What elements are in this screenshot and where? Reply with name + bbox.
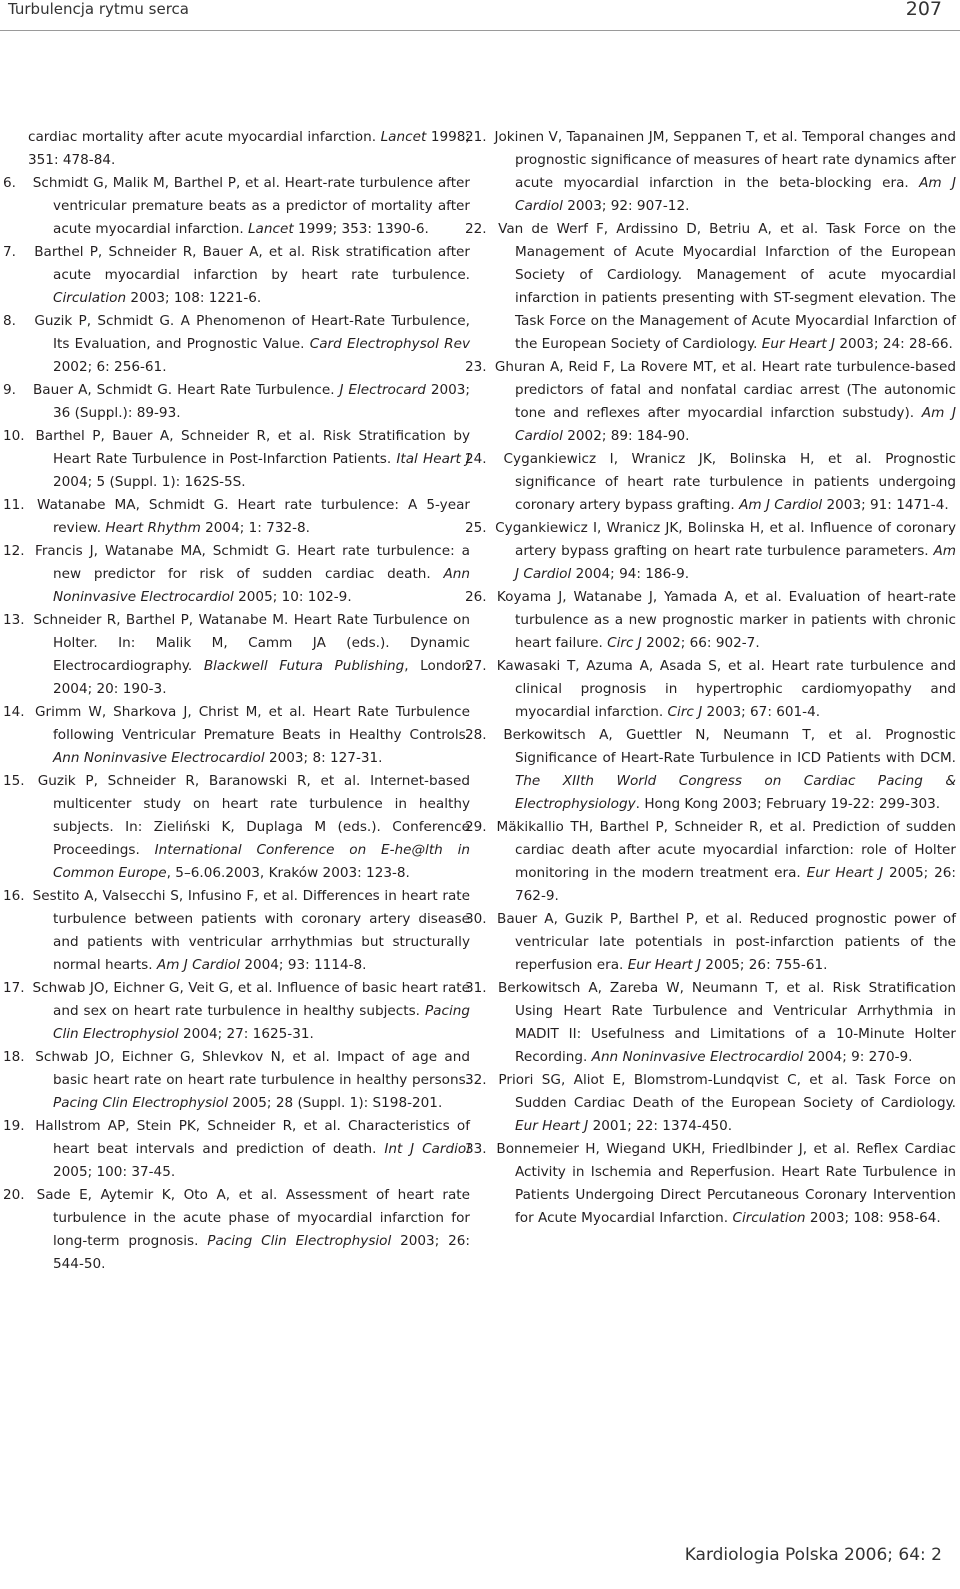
reference-item: 10. Barthel P, Bauer A, Schneider R, et al. Risk Stratification by Heart Rate Turbulence in Post-Infarction Patients. Ital Heart J 2004; 5 (Suppl. 1): 162S-5S.: [3, 428, 470, 490]
reference-citation: 2004; 9: 270-9.: [803, 1049, 913, 1065]
reference-journal: Lancet: [380, 129, 427, 145]
reference-item: 16. Sestito A, Valsecchi S, Infusino F, et al. Differences in heart rate turbulence between patients with coronary artery disease and patients with ventricular arrhythmias but structurally normal hearts. Am J Cardiol 2004; 93: 1114-8.: [3, 888, 470, 973]
reference-item: 25. Cygankiewicz I, Wranicz JK, Bolinska H, et al. Influence of coronary artery bypass grafting on heart rate turbulence parameters. Am J Cardiol 2004; 94: 186-9.: [465, 520, 956, 582]
reference-text: Schmidt G, Malik M, Barthel P, et al. Heart-rate turbulence after ventricular premature beats as a predictor of mortality after acute myocardial infarction.: [32, 175, 470, 237]
reference-text: Watanabe MA, Schmidt G. Heart rate turbulence: A 5-year review.: [37, 497, 470, 536]
reference-citation: 2004; 1: 732-8.: [200, 520, 311, 536]
reference-item: 26. Koyama J, Watanabe J, Yamada A, et al. Evaluation of heart-rate turbulence as a new prognostic marker in patients with chronic heart failure. Circ J 2002; 66: 902-7.: [465, 589, 956, 651]
reference-item: 8. Guzik P, Schmidt G. A Phenomenon of Heart-Rate Turbulence, Its Evaluation, and Prognostic Value. Card Electrophysol Rev 2002; 6: 256-61.: [3, 313, 470, 375]
reference-item: 11. Watanabe MA, Schmidt G. Heart rate turbulence: A 5-year review. Heart Rhythm 2004; 1: 732-8.: [3, 497, 470, 536]
reference-item: 13. Schneider R, Barthel P, Watanabe M. Heart Rate Turbulence on Holter. In: Malik M, Camm JA (eds.). Dynamic Electrocardiography. Blackwell Futura Publishing, London 2004; 20: 190-3.: [3, 612, 470, 697]
reference-text: Berkowitsch A, Guettler N, Neumann T, et al. Prognostic Significance of Heart-Rate Turbulence in ICD Patients with DCM.: [503, 727, 956, 766]
reference-item: 29. Mäkikallio TH, Barthel P, Schneider R, et al. Prediction of sudden cardiac death after acute myocardial infarction: role of Holter monitoring in the modern treatment era. Eur Heart J 2005; 26: 762-9.: [465, 819, 956, 904]
reference-column-right: [465, 126, 957, 1230]
reference-text: Grimm W, Sharkova J, Christ M, et al. Heart Rate Turbulence following Ventricular Premature Beats in Healthy Controls.: [35, 704, 470, 743]
reference-text: Van de Werf F, Ardissino D, Betriu A, et al. Task Force on the Management of Acute Myocardial Infarction of the European Society of Cardiology. Management of acute myocardial infarction in patients presenting with ST-segment elevation. The Task Force on the Management of Acute Myocardial Infarction of the European Society of Cardiology.: [498, 221, 956, 352]
reference-journal: Blackwell Futura Publishing: [203, 658, 405, 674]
reference-item: 23. Ghuran A, Reid F, La Rovere MT, et al. Heart rate turbulence-based predictors of fatal and nonfatal cardiac arrest (The autonomic tone and reflexes after myocardial infarction substudy). Am J Cardiol 2002; 89: 184-90.: [465, 359, 957, 444]
reference-text: Ghuran A, Reid F, La Rovere MT, et al. Heart rate turbulence-based predictors of fatal and nonfatal cardiac arrest (The autonomic tone and reflexes after myocardial infarction substudy).: [494, 359, 957, 421]
reference-citation: 2003; 108: 958-64.: [805, 1210, 941, 1226]
reference-journal: Pacing Clin Electrophysiol: [53, 1095, 229, 1111]
reference-journal: Am J Cardiol: [515, 175, 956, 214]
reference-text: Kawasaki T, Azuma A, Asada S, et al. Heart rate turbulence and clinical prognosis in hypertrophic cardiomyopathy and myocardial infarction.: [496, 658, 956, 720]
reference-text: Barthel P, Schneider R, Bauer A, et al. Risk stratification after acute myocardial infarction by heart rate turbulence.: [34, 244, 470, 283]
reference-citation: 2003; 67: 601-4.: [702, 704, 821, 720]
reference-item: 30. Bauer A, Guzik P, Barthel P, et al. Reduced prognostic power of ventricular late potentials in post-infarction patients of the reperfusion era. Eur Heart J 2005; 26: 755-61.: [465, 911, 956, 973]
reference-journal: Am J Cardiol: [515, 405, 956, 444]
reference-citation: 2003; 92: 907-12.: [562, 198, 690, 214]
reference-item: 19. Hallstrom AP, Stein PK, Schneider R, et al. Characteristics of heart beat intervals and prediction of death. Int J Cardiol 2005; 100: 37-45.: [3, 1118, 470, 1180]
reference-item: [28, 126, 470, 172]
journal-footer: Kardiologia Polska 2006; 64: 2: [684, 1545, 942, 1565]
reference-text: Mäkikallio TH, Barthel P, Schneider R, et al. Prediction of sudden cardiac death after acute myocardial infarction: role of Holter monitoring in the modern treatment era.: [496, 819, 956, 881]
reference-text: Hallstrom AP, Stein PK, Schneider R, et al. Characteristics of heart beat intervals and prediction of death.: [35, 1118, 470, 1157]
reference-citation: 2003; 24: 28-66.: [835, 336, 953, 352]
reference-citation: 2004; 94: 186-9.: [571, 566, 690, 582]
reference-text: Priori SG, Aliot E, Blomstrom-Lundqvist C, et al. Task Force on Sudden Cardiac Death of the European Society of Cardiology.: [498, 1072, 956, 1111]
reference-citation: 2003; 8: 127-31.: [264, 750, 383, 766]
reference-journal: Ann Noninvasive Electrocardiol: [53, 750, 265, 766]
reference-citation: 2001; 22: 1374-450.: [588, 1118, 733, 1134]
reference-text: Sade E, Aytemir K, Oto A, et al. Assessment of heart rate turbulence in the acute phase of myocardial infarction for long-term prognosis.: [36, 1187, 470, 1249]
reference-item: 22. Van de Werf F, Ardissino D, Betriu A, et al. Task Force on the Management of Acute Myocardial Infarction of the European Society of Cardiology. Management of acute myocardial infarction in patients presenting with ST-segment elevation. The Task Force on the Management of Acute Myocardial Infarction of the European Society of Cardiology. Eur Heart J 2003; 24: 28-66.: [465, 221, 956, 352]
reference-journal: Eur Heart J: [761, 336, 836, 352]
reference-item: 31. Berkowitsch A, Zareba W, Neumann T, et al. Risk Stratification Using Heart Rate Turbulence and Ventricular Arrhythmia in MADIT II: Usefulness and Limitations of a 10-Minute Holter Recording. Ann Noninvasive Electrocardiol 2004; 9: 270-9.: [465, 980, 957, 1065]
reference-citation: 2004; 5 (Suppl. 1): 162S-5S.: [53, 474, 246, 490]
page-number: 207: [905, 0, 942, 20]
reference-item: 6. Schmidt G, Malik M, Barthel P, et al. Heart-rate turbulence after ventricular premature beats as a predictor of mortality after acute myocardial infarction. Lancet 1999; 353: 1390-6.: [3, 175, 470, 237]
reference-item: 32. Priori SG, Aliot E, Blomstrom-Lundqvist C, et al. Task Force on Sudden Cardiac Death of the European Society of Cardiology. Eur Heart J 2001; 22: 1374-450.: [465, 1072, 956, 1134]
reference-text: Schwab JO, Eichner G, Shlevkov N, et al. Impact of age and basic heart rate on heart rate turbulence in healthy persons.: [35, 1049, 470, 1088]
reference-citation: 2005; 26: 755-61.: [700, 957, 828, 973]
reference-journal: Pacing Clin Electrophysiol: [207, 1233, 392, 1249]
reference-journal: Card Electrophysol Rev: [309, 336, 470, 352]
reference-item: 12. Francis J, Watanabe MA, Schmidt G. Heart rate turbulence: a new predictor for risk of sudden cardiac death. Ann Noninvasive Electrocardiol 2005; 10: 102-9.: [3, 543, 470, 605]
reference-citation: 2002; 89: 184-90.: [562, 428, 690, 444]
reference-citation: 2005; 28 (Suppl. 1): S198-201.: [228, 1095, 443, 1111]
reference-citation: . Hong Kong 2003; February 19-22: 299-303.: [635, 796, 941, 812]
reference-journal: The XIIth World Congress on Cardiac Pacing & Electrophysiology: [515, 773, 956, 812]
reference-item: 28. Berkowitsch A, Guettler N, Neumann T, et al. Prognostic Significance of Heart-Rate Turbulence in ICD Patients with DCM. The XIIth World Congress on Cardiac Pacing & Electrophysiology. Hong Kong 2003; February 19-22: 299-303.: [465, 727, 956, 812]
reference-citation: 2003; 108: 1221-6.: [126, 290, 262, 306]
reference-journal: Int J Cardiol: [384, 1141, 470, 1157]
reference-citation: 1998; 351: 478-84.: [28, 129, 471, 168]
reference-citation: 2003; 26: 544-50.: [53, 1233, 470, 1272]
reference-text: Guzik P, Schmidt G. A Phenomenon of Heart-Rate Turbulence, Its Evaluation, and Prognostic Value.: [34, 313, 470, 352]
reference-citation: , 5–6.06.2003, Kraków 2003: 123-8.: [166, 865, 410, 881]
reference-item: 17. Schwab JO, Eichner G, Veit G, et al. Influence of basic heart rate and sex on heart rate turbulence in healthy subjects. Pacing Clin Electrophysiol 2004; 27: 1625-31.: [3, 980, 470, 1042]
reference-text: Sestito A, Valsecchi S, Infusino F, et al. Differences in heart rate turbulence between patients with coronary artery disease and patients with ventricular arrhythmias but structurally normal hearts.: [32, 888, 470, 973]
reference-text: Bauer A, Schmidt G. Heart Rate Turbulence.: [32, 382, 340, 398]
reference-item: 33. Bonnemeier H, Wiegand UKH, Friedlbinder J, et al. Reflex Cardiac Activity in Ischemia and Reperfusion. Heart Rate Turbulence in Patients Undergoing Direct Percutaneous Coronary Intervention for Acute Myocardial Infarction. Circulation 2003; 108: 958-64.: [465, 1141, 956, 1226]
reference-journal: Am J Cardiol: [156, 957, 241, 973]
reference-item: 7. Barthel P, Schneider R, Bauer A, et al. Risk stratification after acute myocardial infarction by heart rate turbulence. Circulation 2003; 108: 1221-6.: [3, 244, 470, 306]
reference-journal: Pacing Clin Electrophysiol: [53, 1003, 470, 1042]
reference-text: Bonnemeier H, Wiegand UKH, Friedlbinder J, et al. Reflex Cardiac Activity in Ischemia and Reperfusion. Heart Rate Turbulence in Patients Undergoing Direct Percutaneous Coronary Intervention for Acute Myocardial Infarction.: [496, 1141, 956, 1226]
header-divider: [0, 30, 960, 31]
reference-text: Barthel P, Bauer A, Schneider R, et al. Risk Stratification by Heart Rate Turbulence in Post-Infarction Patients.: [35, 428, 470, 467]
reference-column-left: [3, 126, 471, 1276]
reference-citation: 2004; 27: 1625-31.: [178, 1026, 314, 1042]
reference-journal: Heart Rhythm: [105, 520, 201, 536]
reference-citation: 2005; 10: 102-9.: [233, 589, 352, 605]
reference-text: Bauer A, Guzik P, Barthel P, et al. Reduced prognostic power of ventricular late potentials in post-infarction patients of the reperfusion era.: [497, 911, 956, 973]
reference-citation: 2003; 36 (Suppl.): 89-93.: [53, 382, 470, 421]
reference-citation: 2002; 6: 256-61.: [53, 359, 167, 375]
reference-journal: Ital Heart J: [396, 451, 470, 467]
reference-text: Schneider R, Barthel P, Watanabe M. Heart Rate Turbulence on Holter. In: Malik M, Camm JA (eds.). Dynamic Electrocardiography.: [33, 612, 470, 674]
reference-item: 9. Bauer A, Schmidt G. Heart Rate Turbulence. J Electrocard 2003; 36 (Suppl.): 89-93.: [3, 382, 470, 421]
reference-journal: Circulation: [53, 290, 127, 306]
reference-item: 18. Schwab JO, Eichner G, Shlevkov N, et al. Impact of age and basic heart rate on heart rate turbulence in healthy persons. Pacing Clin Electrophysiol 2005; 28 (Suppl. 1): S198-201.: [3, 1049, 470, 1111]
reference-item: 21. Jokinen V, Tapanainen JM, Seppanen T, et al. Temporal changes and prognostic significance of measures of heart rate dynamics after acute myocardial infarction in the beta-blocking era. Am J Cardiol 2003; 92: 907-12.: [465, 129, 956, 214]
reference-journal: Eur Heart J: [627, 957, 701, 973]
reference-journal: Lancet: [247, 221, 294, 237]
reference-journal: International Conference on E-he@lth in Common Europe: [53, 842, 470, 881]
reference-journal: Am J Cardiol: [739, 497, 823, 513]
reference-journal: Circ J: [607, 635, 642, 651]
reference-text: Koyama J, Watanabe J, Yamada A, et al. Evaluation of heart-rate turbulence as a new prognostic marker in patients with chronic heart failure.: [496, 589, 956, 651]
reference-journal: Ann Noninvasive Electrocardiol: [53, 566, 470, 605]
reference-text: Guzik P, Schneider R, Baranowski R, et al. Internet-based multicenter study on heart rate turbulence in healthy subjects. In: Zieliński K, Duplaga M (eds.). Conference Proceedings.: [37, 773, 470, 858]
reference-citation: 2004; 93: 1114-8.: [240, 957, 367, 973]
reference-journal: Ann Noninvasive Electrocardiol: [591, 1049, 804, 1065]
reference-journal: Eur Heart J: [515, 1118, 589, 1134]
reference-citation: , London 2004; 20: 190-3.: [53, 658, 470, 697]
reference-item: 20. Sade E, Aytemir K, Oto A, et al. Assessment of heart rate turbulence in the acute phase of myocardial infarction for long-term prognosis. Pacing Clin Electrophysiol 2003; 26: 544-50.: [3, 1187, 470, 1272]
reference-journal: Circ J: [667, 704, 703, 720]
reference-citation: 1999; 353: 1390-6.: [293, 221, 429, 237]
reference-citation: 2005; 26: 762-9.: [515, 865, 956, 904]
reference-item: 15. Guzik P, Schneider R, Baranowski R, et al. Internet-based multicenter study on heart rate turbulence in healthy subjects. In: Zieliński K, Duplaga M (eds.). Conference Proceedings. International Conference on E-he@lth in Common Europe, 5–6.06.2003, Kraków 2003: 123-8.: [3, 773, 470, 881]
reference-item: 24. Cygankiewicz I, Wranicz JK, Bolinska H, et al. Prognostic significance of heart rate turbulence in patients undergoing coronary artery bypass grafting. Am J Cardiol 2003; 91: 1471-4.: [465, 451, 956, 513]
running-title: Turbulencja rytmu serca: [8, 0, 189, 18]
reference-journal: Eur Heart J: [806, 865, 884, 881]
reference-journal: Circulation: [732, 1210, 806, 1226]
reference-journal: J Electrocard: [339, 382, 426, 398]
reference-citation: 2003; 91: 1471-4.: [822, 497, 949, 513]
reference-text: Cygankiewicz I, Wranicz JK, Bolinska H, et al. Influence of coronary artery bypass grafting on heart rate turbulence parameters.: [495, 520, 956, 559]
reference-journal: Am J Cardiol: [515, 543, 956, 582]
reference-text: Berkowitsch A, Zareba W, Neumann T, et al. Risk Stratification Using Heart Rate Turbulence and Ventricular Arrhythmia in MADIT II: Usefulness and Limitations of a 10-Minute Holter Recording.: [497, 980, 957, 1065]
reference-text: cardiac mortality after acute myocardial infarction.: [28, 129, 381, 145]
reference-text: Cygankiewicz I, Wranicz JK, Bolinska H, et al. Prognostic significance of heart rate turbulence in patients undergoing coronary artery bypass grafting.: [503, 451, 956, 513]
running-head: [0, 0, 960, 30]
reference-item: 27. Kawasaki T, Azuma A, Asada S, et al. Heart rate turbulence and clinical prognosis in hypertrophic cardiomyopathy and myocardial infarction. Circ J 2003; 67: 601-4.: [465, 658, 956, 720]
reference-text: Francis J, Watanabe MA, Schmidt G. Heart rate turbulence: a new predictor for risk of sudden cardiac death.: [34, 543, 470, 582]
reference-text: Jokinen V, Tapanainen JM, Seppanen T, et al. Temporal changes and prognostic significance of measures of heart rate dynamics after acute myocardial infarction in the beta-blocking era.: [494, 129, 956, 191]
reference-item: 14. Grimm W, Sharkova J, Christ M, et al. Heart Rate Turbulence following Ventricular Premature Beats in Healthy Controls. Ann Noninvasive Electrocardiol 2003; 8: 127-31.: [3, 704, 470, 766]
reference-citation: 2002; 66: 902-7.: [641, 635, 760, 651]
reference-text: Schwab JO, Eichner G, Veit G, et al. Influence of basic heart rate and sex on heart rate turbulence in healthy subjects.: [32, 980, 470, 1019]
reference-citation: 2005; 100: 37-45.: [53, 1164, 176, 1180]
